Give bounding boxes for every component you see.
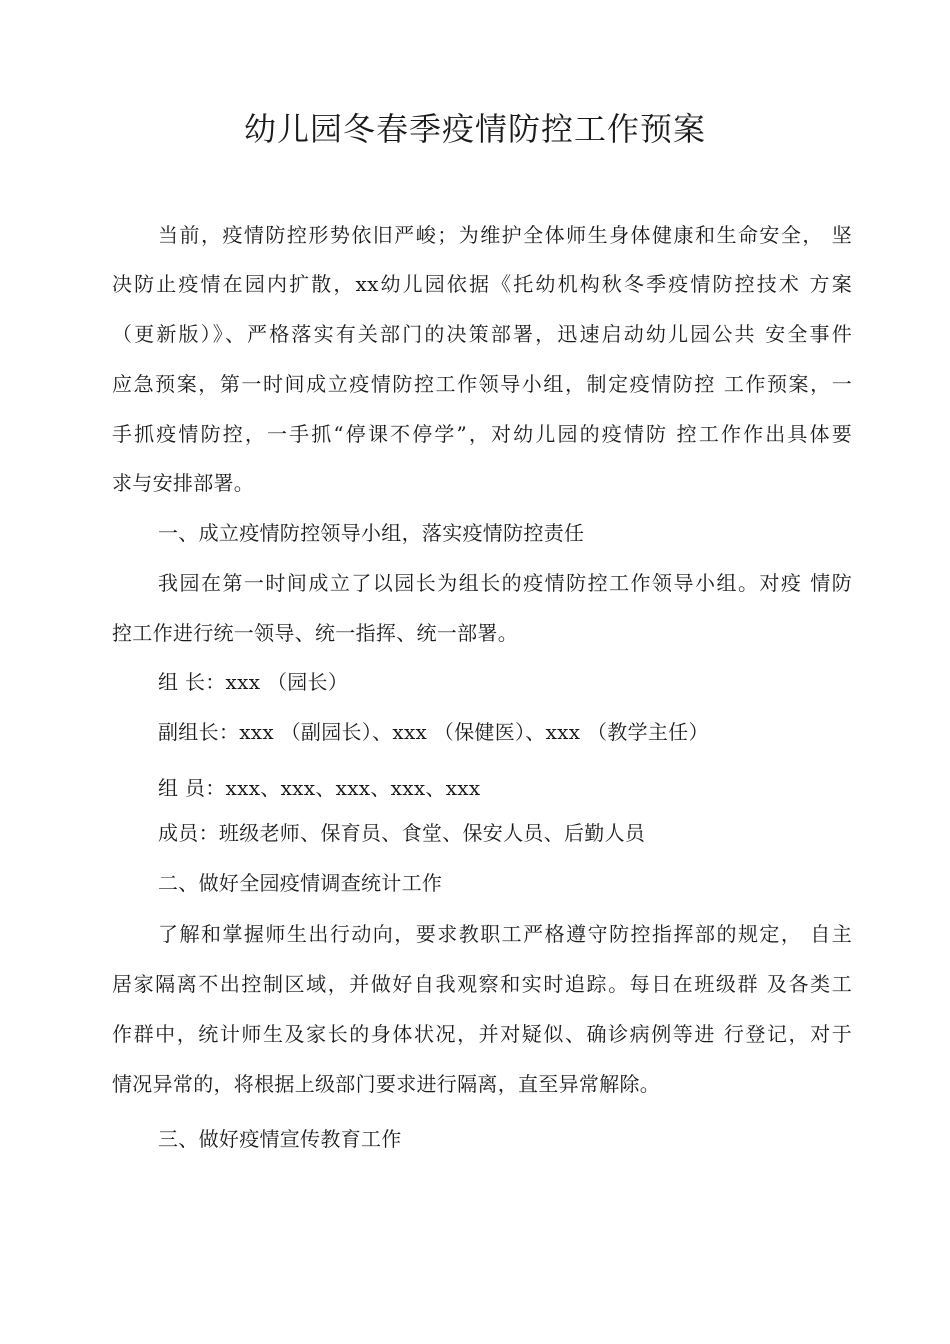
paragraph-line: 了解和掌握师生出行动向，要求教职工严格遵守防控指挥部的规定， 自主 xyxy=(158,922,852,946)
paragraph-line: 居家隔离不出控制区域，并做好自我观察和实时追踪。每日在班级群 及各类工 xyxy=(112,972,852,996)
member-line: 副组长：xxx （副园长）、xxx （保健医）、xxx （教学主任） xyxy=(158,720,709,744)
member-line: 组 长：xxx （园长） xyxy=(158,670,349,694)
paragraph-line: 决防止疫情在园内扩散，xx幼儿园依据《托幼机构秋冬季疫情防控技术 方案 xyxy=(112,272,852,296)
paragraph-line: 求与安排部署。 xyxy=(112,471,255,495)
member-line: 组 员：xxx、xxx、xxx、xxx、xxx xyxy=(158,776,481,800)
paragraph-line: （更新版）》、严格落实有关部门的决策部署，迅速启动幼儿园公共 安全事件 xyxy=(112,322,852,346)
document-title: 幼儿园冬春季疫情防控工作预案 xyxy=(243,110,706,148)
section-heading: 二、做好全园疫情调查统计工作 xyxy=(158,871,443,895)
paragraph-line: 当前，疫情防控形势依旧严峻；为维护全体师生身体健康和生命安全， 坚 xyxy=(158,223,852,247)
paragraph-line: 作群中，统计师生及家长的身体状况，并对疑似、确诊病例等进 行登记，对于 xyxy=(112,1022,852,1046)
paragraph-line: 情况异常的，将根据上级部门要求进行隔离，直至异常解除。 xyxy=(112,1072,661,1096)
section-heading: 三、做好疫情宣传教育工作 xyxy=(158,1127,402,1151)
paragraph-line: 控工作进行统一领导、统一指挥、统一部署。 xyxy=(112,621,518,645)
paragraph-line: 手抓疫情防控，一手抓“停课不停学”，对幼儿园的疫情防 控工作作出具体要 xyxy=(112,422,852,446)
member-line: 成员：班级老师、保育员、食堂、保安人员、后勤人员 xyxy=(158,821,646,845)
section-heading: 一、成立疫情防控领导小组，落实疫情防控责任 xyxy=(158,521,585,545)
paragraph-line: 我园在第一时间成立了以园长为组长的疫情防控工作领导小组。对疫 情防 xyxy=(158,571,852,595)
paragraph-line: 应急预案，第一时间成立疫情防控工作领导小组，制定疫情防控 工作预案，一 xyxy=(112,372,852,396)
